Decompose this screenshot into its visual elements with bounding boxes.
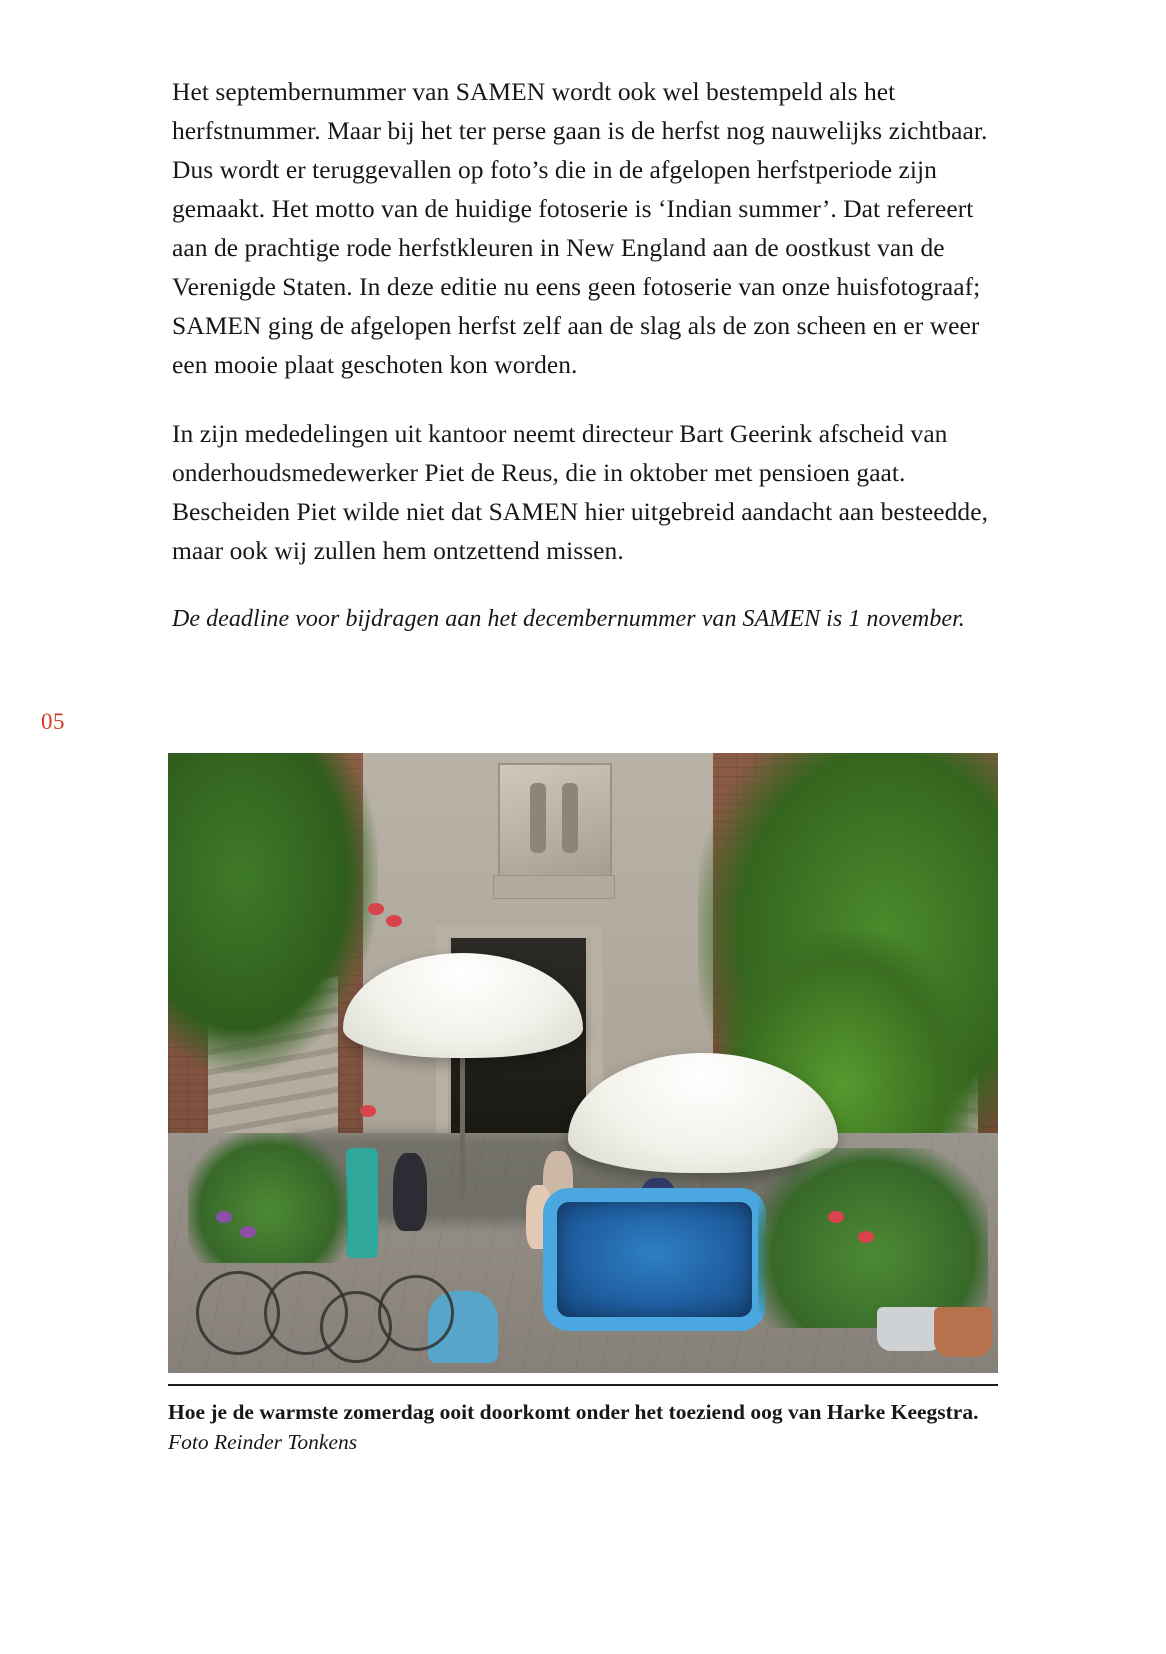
flower-pot-terracotta: [934, 1307, 992, 1357]
towel-turquoise: [346, 1148, 378, 1258]
article-text-column: [172, 72, 996, 638]
inflatable-pool: [543, 1188, 766, 1331]
flower-red-3: [360, 1105, 376, 1117]
flower-purple-1: [216, 1211, 232, 1223]
bicycle-wheel-4: [378, 1275, 454, 1351]
flower-red-2: [386, 915, 402, 927]
flower-red-1: [368, 903, 384, 915]
flower-red-4: [828, 1211, 844, 1223]
photo-illustration: [168, 753, 998, 1373]
paragraph-2: In zijn mededelingen uit kantoor neemt directeur Bart Geerink afscheid van onderhoudsmedewerker Piet de Reus, die in oktober met pensioen gaat. Bescheiden Piet wilde niet dat SAMEN hier uitgebreid aandacht aan besteedde, maar ook wij zullen hem ontzettend missen.: [172, 419, 988, 565]
caption-divider: [168, 1384, 998, 1386]
article-photo: [168, 753, 998, 1373]
parasol-pole-left: [460, 1053, 465, 1198]
flower-purple-2: [240, 1226, 256, 1238]
plant-border-left: [188, 1133, 348, 1263]
photo-caption: [168, 1397, 998, 1457]
caption-credit: Foto Reinder Tonkens: [168, 1430, 358, 1454]
paragraph-1: Het septembernummer van SAMEN wordt ook wel bestempeld als het herfstnummer. Maar bij het ter perse gaan is de herfst nog nauwelijks zichtbaar. Dus wordt er teruggevallen op foto’s die in de afgelopen herfstperiode zijn gemaakt. Het motto van de huidige fotoserie is ‘Indian summer’. Dat refereert aan de prachtige rode herfstkleuren in New England aan de oostkust van de Verenigde Staten. In deze editie nu eens geen fotoserie van onze huisfotograaf; SAMEN ging de afgelopen herfst zelf aan de slag als de zon scheen en er weer een mooie plaat geschoten kon worden.: [172, 77, 988, 379]
caption-text: Hoe je de warmste zomerdag ooit doorkomt onder het toeziend oog van Harke Keegstra.: [168, 1400, 979, 1424]
stone-relief-sculpture: [498, 763, 612, 877]
flower-red-5: [858, 1231, 874, 1243]
stone-name-plate: [493, 875, 615, 899]
deadline-note: De deadline voor bijdragen aan het decembernummer van SAMEN is 1 november.: [172, 606, 965, 632]
person-seated-left: [393, 1153, 427, 1231]
page-number: 05: [41, 709, 65, 734]
